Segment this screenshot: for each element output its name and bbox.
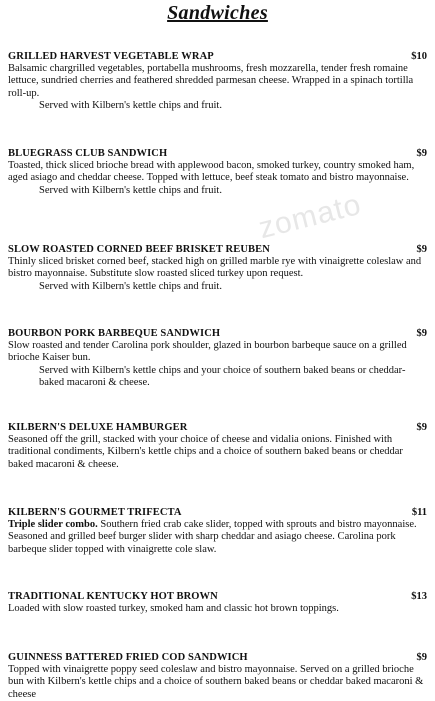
item-name: GRILLED HARVEST VEGETABLE WRAP [8, 51, 214, 62]
watermark-logo: zomato [255, 187, 365, 246]
item-description: Balsamic chargrilled vegetables, portabella mushrooms, fresh mozzarella, tender fresh romaine lettuce, sundried cherries and feathered shredded parmesan cheese. Wrapped in a spinach tortilla roll-up. [8, 63, 414, 99]
item-description: Toasted, thick sliced brioche bread with applewood bacon, smoked turkey, country smoked ham, aged asiago and cheddar cheese. Topped with lettuce, beef steak tomato and bistro mayonnaise. [8, 160, 415, 184]
item-served-with: Served with Kilbern's kettle chips and your choice of southern baked beans or cheddar-baked macaroni & cheese. [39, 364, 406, 388]
item-price: $9 [416, 328, 427, 339]
item-description: Topped with vinaigrette poppy seed coleslaw and bistro mayonnaise. Served on a grilled brioche bun with Kilbern's kettle chips and a choice of southern baked beans or cheddar baked macaroni & cheese [8, 664, 424, 700]
item-served-with: Served with Kilbern's kettle chips and fruit. [39, 280, 222, 292]
item-name: BLUEGRASS CLUB SANDWICH [8, 148, 168, 159]
item-served-with: Served with Kilbern's kettle chips and fruit. [39, 99, 222, 111]
item-price: $11 [411, 507, 427, 518]
item-price: $9 [416, 422, 427, 433]
item-name: KILBERN'S DELUXE HAMBURGER [8, 422, 188, 433]
menu-item [8, 651, 427, 701]
item-description: Thinly sliced brisket corned beef, stacked high on grilled marble rye with vinaigrette coleslaw and bistro mayonnaise. Substitute slow roasted sliced turkey upon request. [8, 256, 422, 280]
menu-item [8, 147, 427, 197]
item-name: KILBERN'S GOURMET TRIFECTA [8, 507, 182, 518]
item-description: Triple slider combo. Southern fried crab cake slider, topped with sprouts and bistro mayonnaise. Seasoned and grilled beef burger slider with sharp cheddar and asiago cheese. Carolina pork barbeque slider topped with vinaigrette cole slaw. [8, 519, 417, 555]
item-name: TRADITIONAL KENTUCKY HOT BROWN [8, 591, 218, 602]
page-title: Sandwiches [167, 2, 268, 24]
item-price: $9 [416, 652, 427, 663]
item-description: Loaded with slow roasted turkey, smoked ham and classic hot brown toppings. [8, 603, 339, 614]
menu-item [8, 590, 427, 615]
menu-item [8, 506, 427, 556]
item-price: $9 [416, 148, 427, 159]
item-served-with: Served with Kilbern's kettle chips and fruit. [39, 184, 222, 196]
item-description: Seasoned off the grill, stacked with your choice of cheese and vidalia onions. Finished with traditional condiments, Kilbern's kettle chips and a choice of southern baked beans or cheddar baked macaroni & cheese. [8, 434, 403, 470]
menu-item [8, 243, 427, 293]
item-name: BOURBON PORK BARBEQUE SANDWICH [8, 328, 221, 339]
item-lead: Triple slider combo. [8, 519, 98, 530]
item-price: $9 [416, 244, 427, 255]
item-name: GUINNESS BATTERED FRIED COD SANDWICH [8, 652, 248, 663]
item-price: $10 [411, 51, 427, 62]
menu-item [8, 50, 427, 112]
menu-item [8, 327, 427, 389]
item-name: SLOW ROASTED CORNED BEEF BRISKET REUBEN [8, 244, 270, 255]
item-description: Slow roasted and tender Carolina pork shoulder, glazed in bourbon barbeque sauce on a grilled brioche Kaiser bun. [8, 340, 407, 364]
menu-item [8, 421, 427, 471]
item-price: $13 [411, 591, 427, 602]
